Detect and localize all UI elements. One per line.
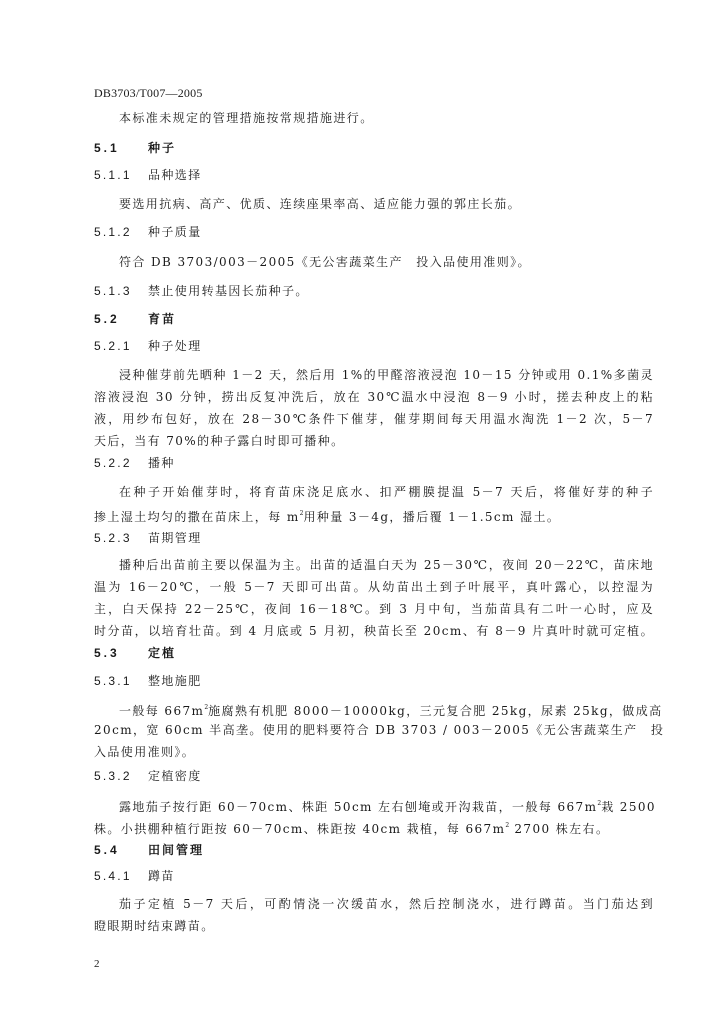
section-number: 5.1: [94, 141, 120, 155]
superscript: 2: [597, 800, 602, 807]
section-5-1-2-heading: [94, 224, 654, 240]
section-5-1-heading: [94, 140, 654, 156]
section-title: 播种: [148, 456, 175, 470]
section-5-1-3-heading: [94, 283, 654, 299]
section-number: 5.2: [94, 312, 120, 326]
section-number: 5.4.1: [94, 869, 132, 883]
paragraph-line: 播种后出苗前主要以保温为主。出苗的适温白天为 25－30℃，夜间 20－22℃，苗床地: [119, 558, 654, 572]
section-title: 种子质量: [148, 225, 202, 239]
text-run: 株。小拱棚种植行距按 60－70cm、株距按 40cm 栽植，每 667m: [94, 822, 506, 836]
section-number: 5.1.1: [94, 168, 132, 182]
paragraph-line: 主，白天保持 22－25℃，夜间 16－18℃。到 3 月中旬，当茄苗具有二叶一心时，应及: [94, 602, 654, 616]
section-number: 5.2.1: [94, 339, 132, 353]
paragraph-line: 20cm，宽 60cm 半高垄。使用的肥料要符合 DB 3703 / 003－2005《无公害蔬菜生产 投: [94, 723, 665, 737]
section-title: 育苗: [148, 312, 177, 326]
paragraph-line: 浸种催芽前先晒种 1－2 天，然后用 1%的甲醛溶液浸泡 10－15 分钟或用 0.1%多菌灵: [119, 368, 654, 382]
paragraph-line: 液，用纱布包好，放在 28－30℃条件下催芽，催芽期间每天用温水淘洗 1－2 次，5－7: [94, 412, 654, 426]
section-title: 禁止使用转基因长茄种子。: [148, 284, 309, 298]
section-title: 定植密度: [148, 769, 202, 783]
section-title: 品种选择: [148, 168, 202, 182]
section-title: 整地施肥: [148, 674, 202, 688]
text-run: 栽 2500: [601, 800, 656, 814]
section-number: 5.3.2: [94, 769, 132, 783]
text-run: 用种量 3－4g，播后覆 1－1.5cm 湿土。: [303, 510, 561, 524]
section-title: 蹲苗: [148, 869, 175, 883]
text-run: 一般每 667m: [119, 704, 205, 718]
section-title: 苗期管理: [148, 531, 202, 545]
standard-code-header: DB3703/T007—2005: [94, 86, 203, 100]
section-5-1-2-text: 符合 DB 3703/003－2005《无公害蔬菜生产 投入品使用准则》。: [119, 255, 531, 269]
text-run: 掺上湿土均匀的撒在苗床上，每 m: [94, 510, 300, 524]
section-5-4-heading: [94, 842, 654, 858]
section-5-3-2-heading: [94, 768, 654, 784]
paragraph-line: 时分苗，以培育壮苗。到 4 月底或 5 月初，秧苗长至 20cm、有 8－9 片真叶时就可定植。: [94, 624, 654, 638]
section-5-4-1-heading: [94, 868, 654, 884]
section-5-2-1-heading: [94, 338, 654, 354]
section-5-2-3-heading: [94, 530, 654, 546]
section-title: 田间管理: [148, 843, 205, 857]
paragraph-line: 瞪眼期时结束蹲苗。: [94, 919, 215, 933]
paragraph-line: [94, 506, 654, 525]
intro-paragraph: 本标准未规定的管理措施按常规措施进行。: [119, 111, 374, 125]
section-title: 种子: [148, 141, 177, 155]
section-title: 种子处理: [148, 339, 202, 353]
section-5-1-1-text: 要选用抗病、高产、优质、连续座果率高、适应能力强的郭庄长茄。: [119, 197, 522, 211]
section-5-1-1-heading: [94, 167, 654, 183]
section-5-2-2-heading: [94, 455, 654, 471]
page-number: 2: [94, 958, 100, 970]
text-run: 2700 株左右。: [509, 822, 610, 836]
section-5-3-heading: [94, 645, 654, 661]
paragraph-line: 茄子定植 5－7 天后，可酌情浇一次缓苗水，然后控制浇水，进行蹲苗。当门茄达到: [119, 897, 654, 911]
section-5-2-heading: [94, 311, 654, 327]
section-number: 5.2.3: [94, 531, 132, 545]
paragraph-line: 温为 16－20℃，一般 5－7 天即可出苗。从幼苗出土到子叶展平，真叶露心，以控湿为: [94, 580, 654, 594]
paragraph-line: [119, 796, 654, 815]
paragraph-line: [119, 700, 663, 719]
paragraph-line: 入品使用准则》。: [94, 745, 196, 759]
section-number: 5.3.1: [94, 674, 132, 688]
superscript: 2: [299, 510, 304, 517]
paragraph-line: 天后，当有 70%的种子露白时即可播种。: [94, 434, 345, 448]
superscript: 2: [505, 822, 510, 829]
paragraph-line: 在种子开始催芽时，将育苗床浇足底水、扣严棚膜提温 5－7 天后，将催好芽的种子: [119, 485, 654, 499]
section-number: 5.4: [94, 843, 120, 857]
text-run: 露地茄子按行距 60－70cm、株距 50cm 左右刨埯或开沟栽苗，一般每 667m: [119, 800, 598, 814]
section-number: 5.1.2: [94, 225, 132, 239]
paragraph-line: [94, 818, 654, 837]
section-number: 5.3: [94, 646, 120, 660]
section-number: 5.1.3: [94, 284, 132, 298]
superscript: 2: [204, 704, 209, 711]
paragraph-line: 溶液浸泡 30 分钟，捞出反复冲洗后，放在 30℃温水中浸泡 8－9 小时，搓去种皮上的粘: [94, 390, 654, 404]
text-run: 施腐熟有机肥 8000－10000kg，三元复合肥 25kg，尿素 25kg，做成高: [208, 704, 663, 718]
section-title: 定植: [148, 646, 177, 660]
section-5-3-1-heading: [94, 673, 654, 689]
section-number: 5.2.2: [94, 456, 132, 470]
